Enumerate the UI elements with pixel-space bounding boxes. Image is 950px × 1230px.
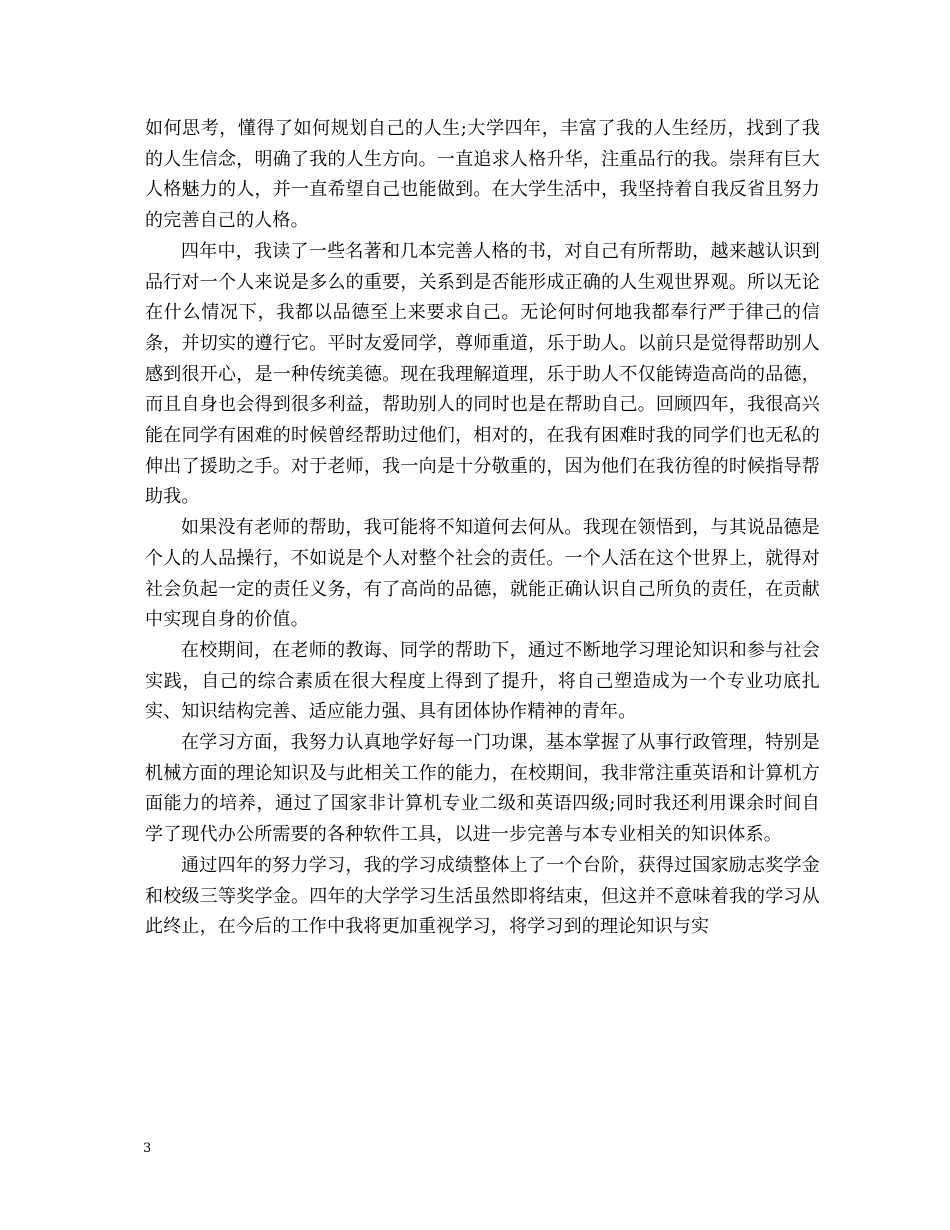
paragraph-2: 四年中，我读了一些名著和几本完善人格的书，对自己有所帮助，越来越认识到品行对一个人来说是多么的重要，关系到是否能形成正确的人生观世界观。所以无论在什么情况下，我都以品德至上来要求自己。无论何时何地我都奉行严于律己的信条，并切实的遵行它。平时友爱同学，尊师重道，乐于助人。以前只是觉得帮助别人感到很开心，是一种传统美德。现在我理解道理，乐于助人不仅能铸造高尚的品德，而且自身也会得到很多利益，帮助别人的同时也是在帮助自己。回顾四年，我很高兴能在同学有困难的时候曾经帮助过他们，相对的，在我有困难时我的同学们也无私的伸出了援助之手。对于老师，我一向是十分敬重的，因为他们在我彷徨的时候指导帮助我。 bbox=[145, 240, 820, 508]
paragraph-6: 通过四年的努力学习，我的学习成绩整体上了一个台阶，获得过国家励志奖学金和校级三等奖学金。四年的大学学习生活虽然即将结束，但这并不意味着我的学习从此终止，在今后的工作中我将更加重视学习，将学习到的理论知识与实 bbox=[145, 854, 820, 938]
page-number: 3 bbox=[143, 1141, 152, 1156]
body-text bbox=[145, 114, 820, 943]
paragraph-5: 在学习方面，我努力认真地学好每一门功课，基本掌握了从事行政管理，特别是机械方面的理论知识及与此相关工作的能力，在校期间，我非常注重英语和计算机方面能力的培养，通过了国家非计算机专业二级和英语四级;同时我还利用课余时间自学了现代办公所需要的各种软件工具，以进一步完善与本专业相关的知识体系。 bbox=[145, 732, 820, 846]
paragraph-3: 如果没有老师的帮助，我可能将不知道何去何从。我现在领悟到，与其说品德是个人的人品操行，不如说是个人对整个社会的责任。一个人活在这个世界上，就得对社会负起一定的责任义务，有了高尚的品德，就能正确认识自己所负的责任，在贡献中实现自身的价值。 bbox=[145, 517, 820, 631]
paragraph-4: 在校期间，在老师的教诲、同学的帮助下，通过不断地学习理论知识和参与社会实践，自己的综合素质在很大程度上得到了提升，将自己塑造成为一个专业功底扎实、知识结构完善、适应能力强、具有团体协作精神的青年。 bbox=[145, 639, 820, 723]
paragraph-1: 如何思考，懂得了如何规划自己的人生;大学四年，丰富了我的人生经历，找到了我的人生信念，明确了我的人生方向。一直追求人格升华，注重品行的我。崇拜有巨大人格魅力的人，并一直希望自己也能做到。在大学生活中，我坚持着自我反省且努力的完善自己的人格。 bbox=[145, 118, 820, 232]
